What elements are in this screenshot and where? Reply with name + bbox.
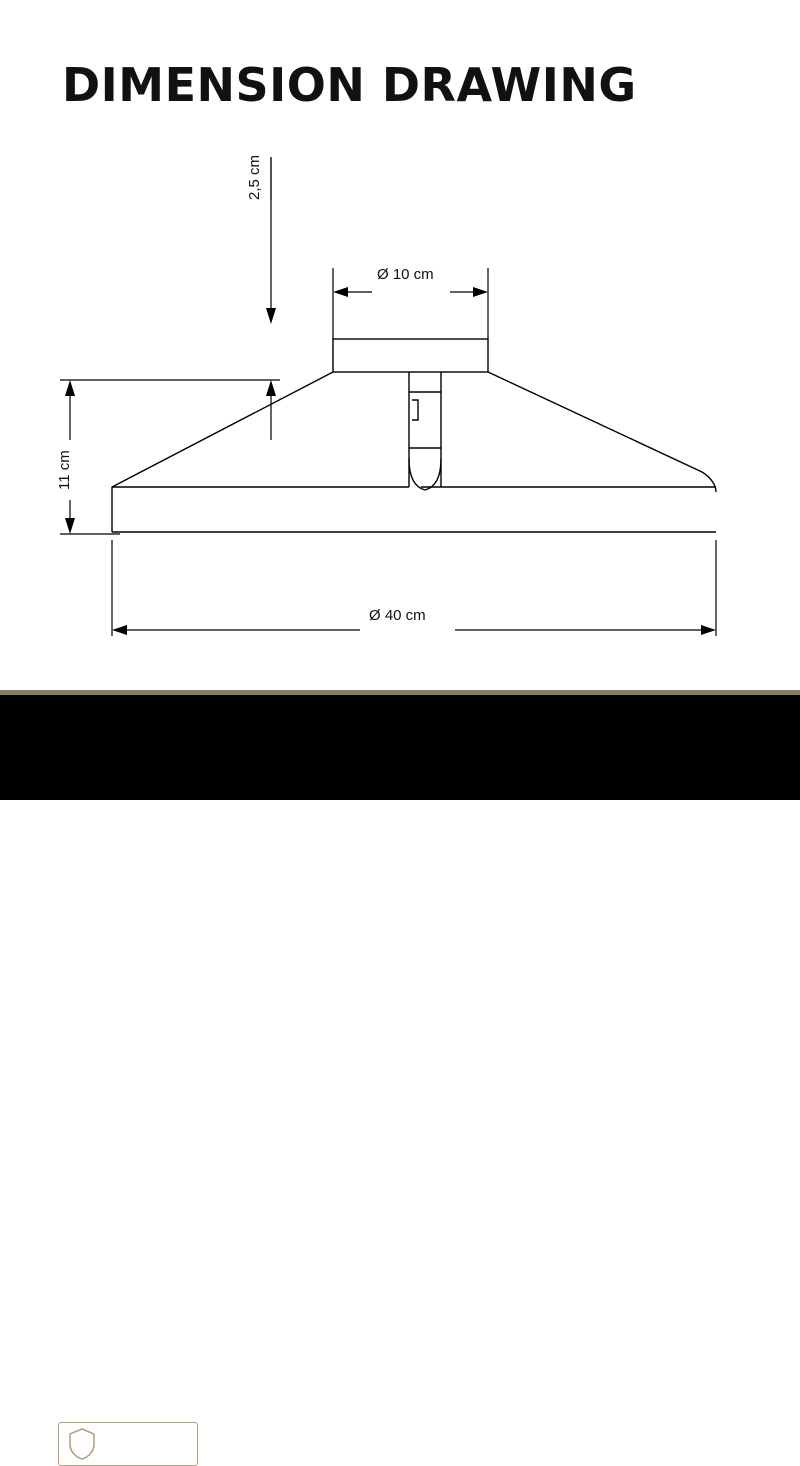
shield-icon xyxy=(67,1427,97,1461)
dimension-label-canopy-diameter: Ø 10 cm xyxy=(377,266,434,283)
lamp-shade xyxy=(112,372,716,532)
page-title: DIMENSION DRAWING xyxy=(62,58,637,112)
footer-bar xyxy=(0,695,800,1456)
lamp-canopy xyxy=(333,339,488,372)
dimension-label-shade-diameter: Ø 40 cm xyxy=(369,607,426,624)
warranty-years: 2 xyxy=(77,1435,87,1453)
warranty-line-2: WARRANTY xyxy=(105,1444,168,1455)
dimension-label-total-height: 11 cm xyxy=(56,450,73,490)
warranty-line-1: YEAR xyxy=(105,1432,136,1444)
warranty-badge xyxy=(58,1422,198,1466)
dimension-canopy-height xyxy=(266,157,276,324)
lamp-socket xyxy=(409,372,441,490)
drawing-svg xyxy=(0,0,800,690)
brand-name: Olucia xyxy=(655,1423,742,1456)
warranty-text xyxy=(105,1433,168,1456)
technical-drawing xyxy=(0,0,800,690)
dimension-label-canopy-height: 2,5 cm xyxy=(246,154,263,200)
